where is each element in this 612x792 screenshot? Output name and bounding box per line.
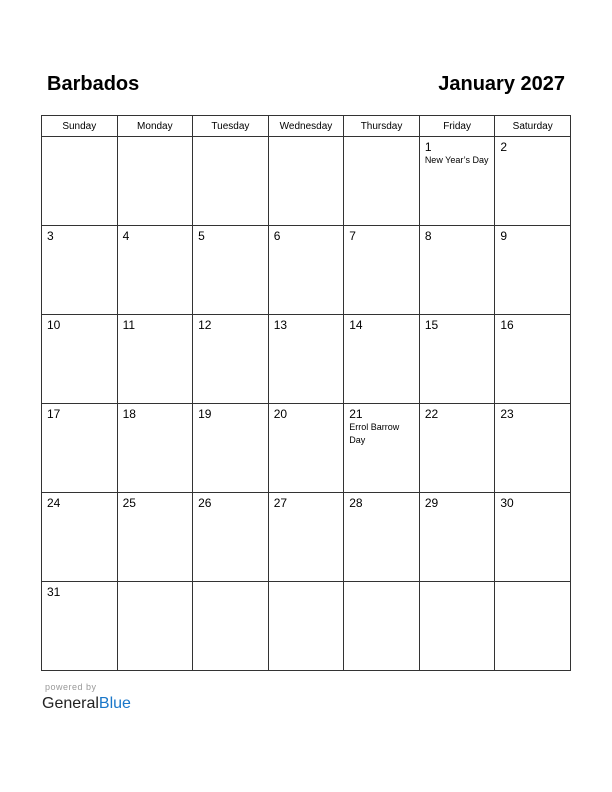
weekday-header-sunday: Sunday	[42, 116, 118, 137]
calendar-day-cell	[268, 226, 344, 315]
logo-text-general: General	[42, 695, 99, 712]
day-number: 13	[273, 318, 288, 332]
calendar-day-cell	[117, 226, 193, 315]
calendar-day-cell	[419, 226, 495, 315]
day-number: 19	[198, 407, 212, 421]
day-number: 8	[424, 229, 432, 243]
day-number: 20	[273, 407, 288, 421]
calendar-day-cell	[193, 226, 269, 315]
calendar-day-cell	[42, 493, 118, 582]
day-number: 12	[198, 318, 212, 332]
day-number: 21	[349, 407, 363, 421]
calendar-body	[42, 137, 571, 671]
month-year-title: January 2027	[438, 73, 565, 95]
day-number: 4	[122, 229, 130, 243]
weekday-header-thursday: Thursday	[344, 116, 420, 137]
day-number: 2	[500, 140, 508, 154]
calendar-day-cell	[419, 315, 495, 404]
calendar-day-cell	[117, 404, 193, 493]
calendar-day-cell	[419, 493, 495, 582]
calendar-day-cell	[344, 137, 420, 226]
calendar-week-row	[42, 315, 571, 404]
calendar-day-cell	[117, 137, 193, 226]
calendar-day-cell	[344, 404, 420, 493]
day-number: 15	[424, 318, 439, 332]
generalblue-logo[interactable]	[42, 694, 131, 714]
day-number: 9	[500, 229, 508, 243]
calendar-week-row	[42, 137, 571, 226]
calendar-day-cell	[495, 226, 571, 315]
calendar-day-cell	[495, 404, 571, 493]
weekday-header-friday: Friday	[419, 116, 495, 137]
day-number: 10	[47, 318, 61, 332]
calendar-day-cell	[193, 582, 269, 671]
calendar-day-cell	[42, 137, 118, 226]
day-number: 30	[500, 496, 514, 510]
weekday-header-saturday: Saturday	[495, 116, 571, 137]
calendar-day-cell	[419, 404, 495, 493]
calendar-day-cell	[193, 315, 269, 404]
day-number: 25	[122, 496, 136, 510]
calendar-day-cell	[117, 493, 193, 582]
calendar-day-cell	[268, 493, 344, 582]
country-title: Barbados	[47, 73, 140, 95]
weekday-header-monday: Monday	[117, 116, 193, 137]
holiday-label: New Year’s Day	[424, 155, 489, 165]
calendar-day-cell	[495, 493, 571, 582]
calendar-day-cell	[42, 404, 118, 493]
powered-by-label: powered by	[45, 682, 97, 692]
calendar-day-cell	[268, 315, 344, 404]
day-number: 3	[47, 229, 54, 243]
day-number: 23	[500, 407, 514, 421]
calendar-week-row	[42, 582, 571, 671]
day-number: 18	[122, 407, 136, 421]
calendar-day-cell	[495, 137, 571, 226]
calendar-day-cell	[117, 315, 193, 404]
day-number: 16	[500, 318, 514, 332]
day-number: 5	[198, 229, 205, 243]
calendar-day-cell	[495, 315, 571, 404]
calendar-day-cell	[117, 582, 193, 671]
day-number: 14	[349, 318, 363, 332]
calendar-day-cell	[268, 137, 344, 226]
calendar-day-cell	[268, 404, 344, 493]
calendar-day-cell	[344, 582, 420, 671]
calendar-day-cell	[344, 226, 420, 315]
calendar-day-cell	[42, 582, 118, 671]
day-number: 31	[47, 585, 61, 599]
calendar-day-cell	[193, 493, 269, 582]
calendar-day-cell	[193, 137, 269, 226]
calendar-week-row	[42, 404, 571, 493]
calendar-day-cell	[193, 404, 269, 493]
weekday-header-wednesday: Wednesday	[268, 116, 344, 137]
weekday-header-tuesday: Tuesday	[193, 116, 269, 137]
calendar-day-cell	[419, 582, 495, 671]
day-number: 28	[349, 496, 363, 510]
day-number: 6	[273, 229, 281, 243]
day-number: 11	[122, 318, 136, 332]
calendar-grid	[41, 115, 571, 671]
calendar-day-cell	[344, 493, 420, 582]
day-number: 27	[273, 496, 288, 510]
holiday-label: Errol Barrow Day	[349, 422, 400, 445]
calendar-day-cell	[268, 582, 344, 671]
day-number: 22	[424, 407, 439, 421]
calendar-week-row	[42, 493, 571, 582]
day-number: 24	[47, 496, 61, 510]
weekday-header-row	[42, 116, 571, 137]
calendar-day-cell	[42, 315, 118, 404]
day-number: 29	[424, 496, 439, 510]
day-number: 7	[349, 229, 356, 243]
day-number: 17	[47, 407, 61, 421]
day-number: 26	[198, 496, 212, 510]
calendar-day-cell	[344, 315, 420, 404]
logo-text-blue: Blue	[98, 695, 131, 712]
calendar-day-cell	[495, 582, 571, 671]
calendar-day-cell	[42, 226, 118, 315]
calendar-day-cell	[419, 137, 495, 226]
day-number: 1	[424, 140, 432, 154]
calendar-week-row	[42, 226, 571, 315]
